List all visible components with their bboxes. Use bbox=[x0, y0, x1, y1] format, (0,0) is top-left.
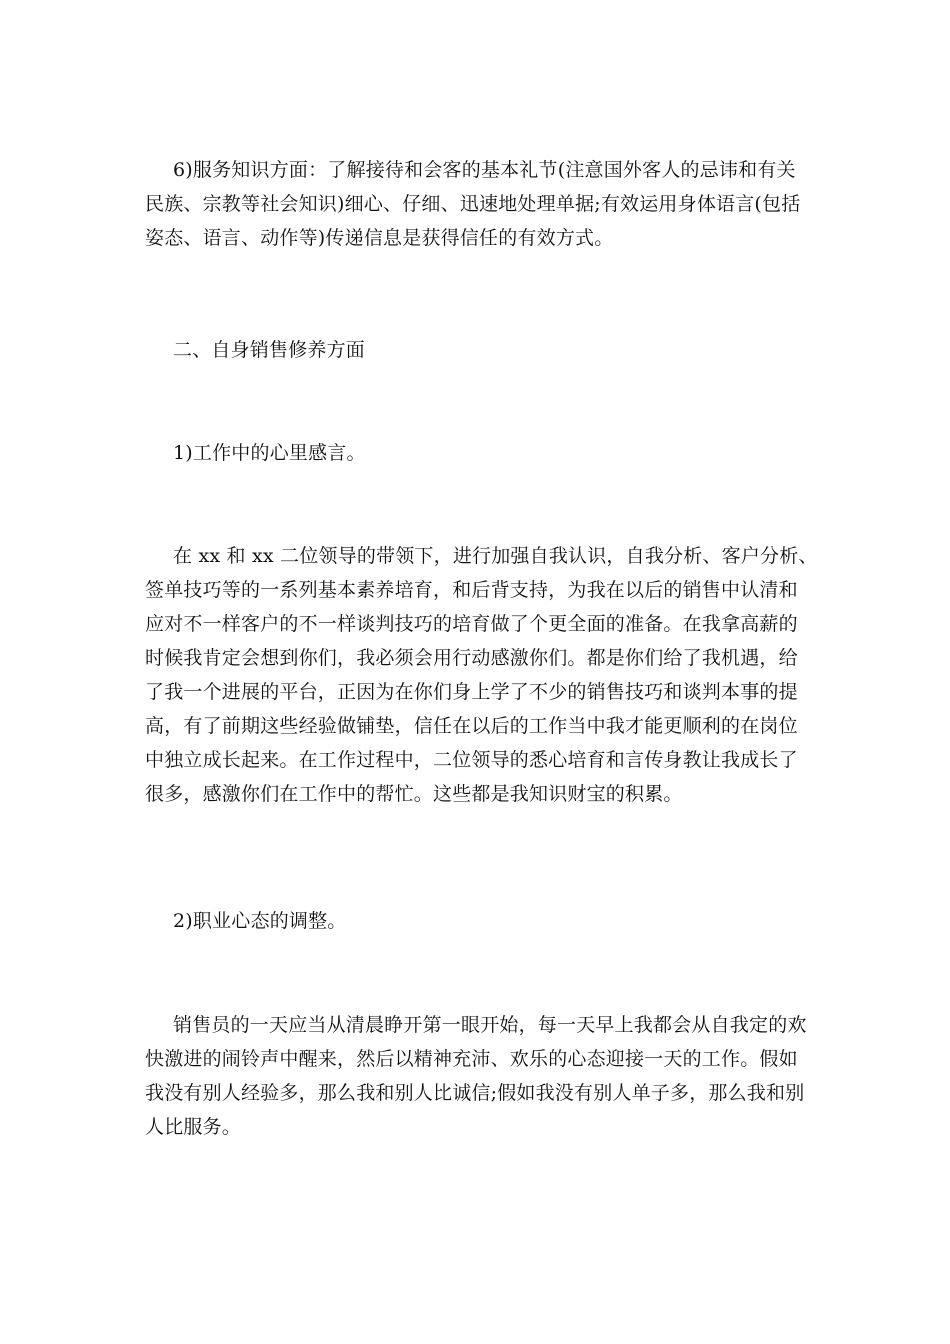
text-line: 在 xx 和 xx 二位领导的带领下，进行加强自我认识，自我分析、客户分析、 bbox=[173, 545, 818, 567]
text-line: 中独立成长起来。在工作过程中，二位领导的悉心培育和言传身教让我成长了 bbox=[145, 749, 798, 771]
text-line: 签单技巧等的一系列基本素养培育，和后背支持，为我在以后的销售中认清和 bbox=[145, 579, 798, 601]
text-line: 快激进的闹铃声中醒来，然后以精神充沛、欢乐的心态迎接一天的工作。假如 bbox=[145, 1048, 798, 1070]
text-line: 很多，感激你们在工作中的帮忙。这些都是我知识财宝的积累。 bbox=[145, 783, 683, 805]
text-line: 民族、宗教等社会知识)细心、仔细、迅速地处理单据;有效运用身体语言(包括 bbox=[145, 193, 801, 215]
text-line: 姿态、语言、动作等)传递信息是获得信任的有效方式。 bbox=[145, 227, 614, 249]
text-line: 时候我肯定会想到你们，我必须会用行动感激你们。都是你们给了我机遇，给 bbox=[145, 647, 798, 669]
text-line: 人比服务。 bbox=[145, 1116, 242, 1138]
text-line: 6)服务知识方面：了解接待和会客的基本礼节(注意国外客人的忌讳和有关 bbox=[173, 159, 796, 181]
text-line: 我没有别人经验多，那么我和别人比诚信;假如我没有别人单子多，那么我和别 bbox=[145, 1082, 805, 1104]
text-line: 应对不一样客户的不一样谈判技巧的培育做了个更全面的准备。在我拿高薪的 bbox=[145, 613, 798, 635]
text-line: 高，有了前期这些经验做铺垫，信任在以后的工作当中我才能更顺利的在岗位 bbox=[145, 715, 798, 737]
item-heading-work-reflection: 1)工作中的心里感言。 bbox=[173, 442, 366, 464]
text-line: 了我一个进展的平台，正因为在你们身上学了不少的销售技巧和谈判本事的提 bbox=[145, 681, 798, 703]
paragraph-mindset bbox=[145, 1008, 805, 1144]
paragraph-gratitude bbox=[145, 539, 818, 811]
text-line: 销售员的一天应当从清晨睁开第一眼开始，每一天早上我都会从自我定的欢 bbox=[173, 1014, 807, 1036]
section-heading-self-cultivation: 二、自身销售修养方面 bbox=[173, 339, 366, 361]
paragraph-service-knowledge bbox=[145, 153, 805, 255]
item-heading-mindset-adjustment: 2)职业心态的调整。 bbox=[173, 910, 347, 932]
